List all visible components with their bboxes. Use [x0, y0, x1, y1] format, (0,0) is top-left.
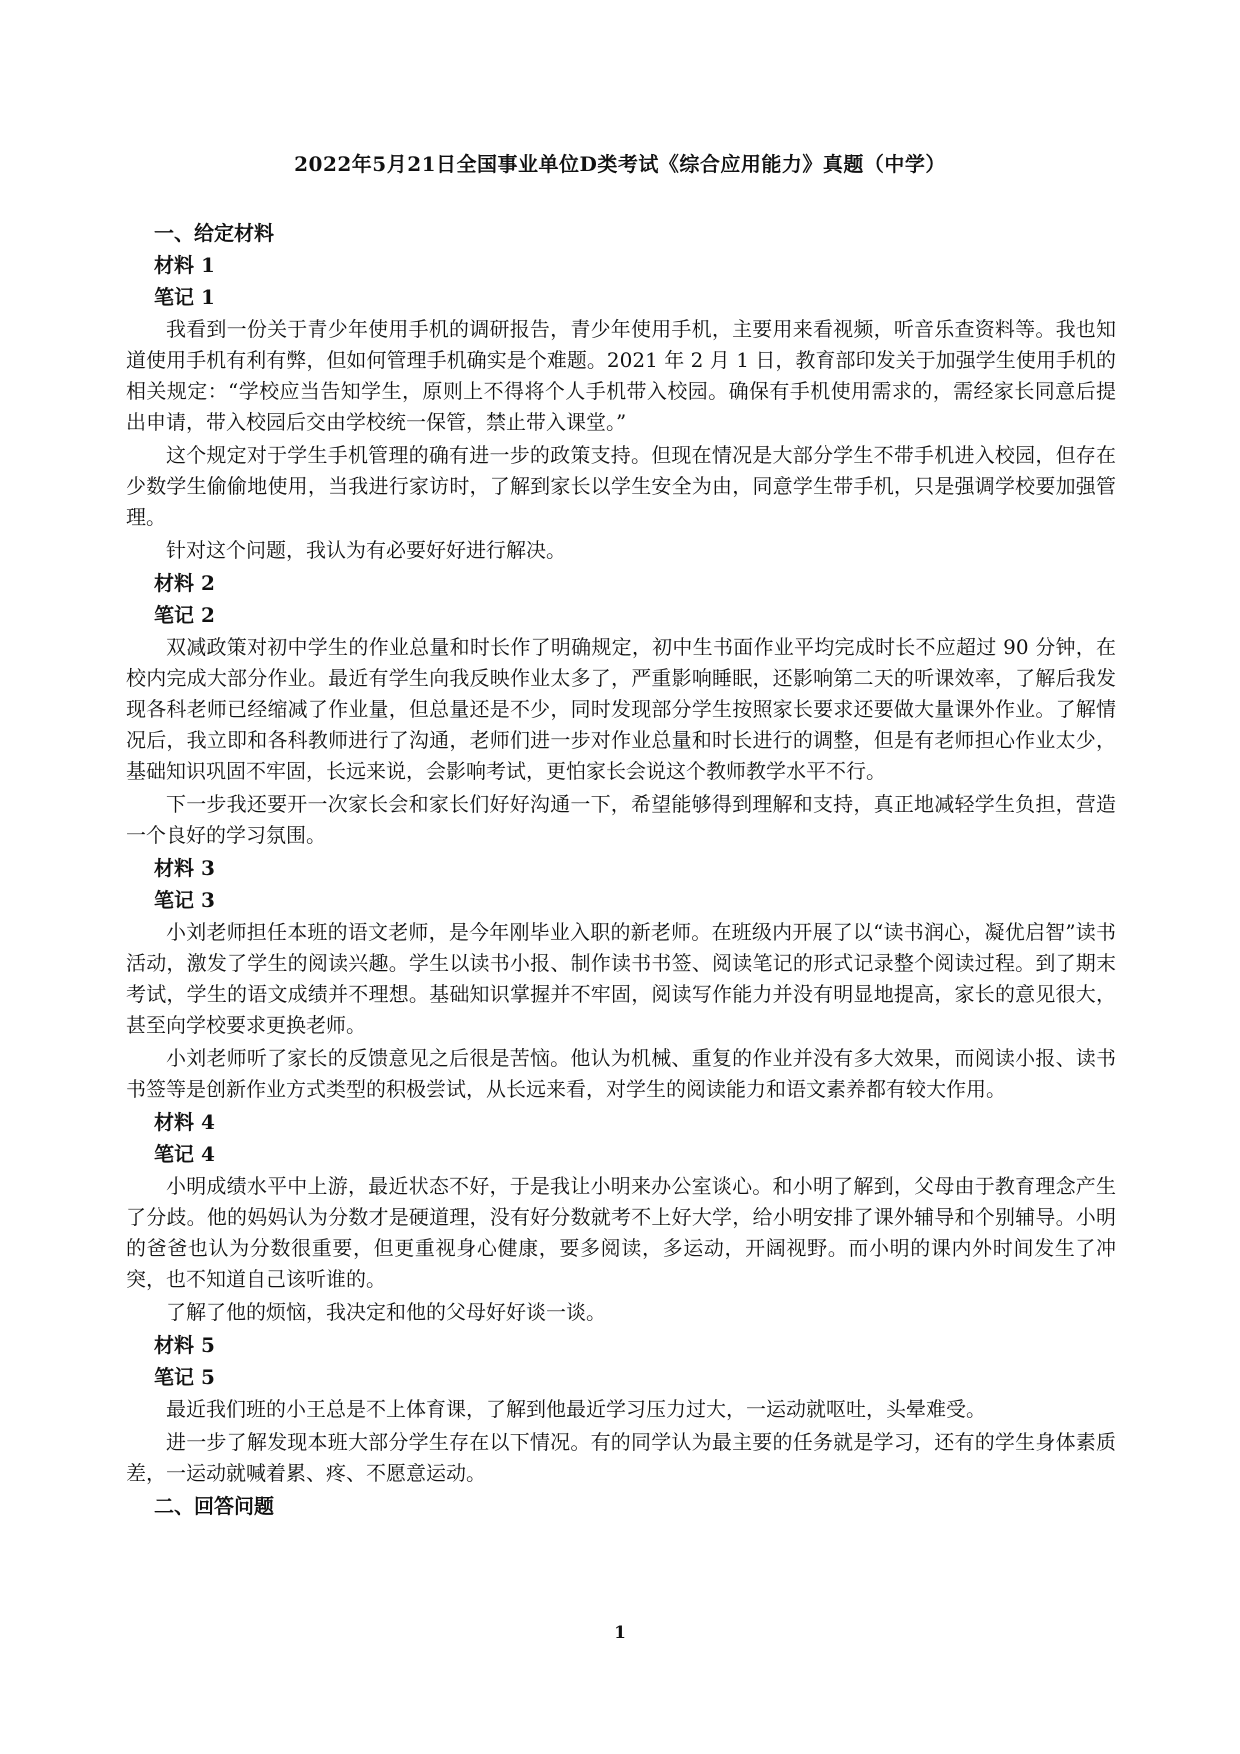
material-5-paragraph-2: 进一步了解发现本班大部分学生存在以下情况。有的同学认为最主要的任务就是学习，还有的学生身体素质差，一运动就喊着累、疼、不愿意运动。 [126, 1430, 1116, 1485]
note-5-heading: 笔记 5 [154, 1365, 215, 1389]
material-4-paragraph-1: 小明成绩水平中上游，最近状态不好，于是我让小明来办公室谈心。和小明了解到，父母由于教育理念产生了分歧。他的妈妈认为分数才是硬道理，没有好分数就考不上好大学，给小明安排了课外辅导和个别辅导。小明的爸爸也认为分数很重要，但更重视身心健康，要多阅读，多运动，开阔视野。而小明的课内外时间发生了冲突，也不知道自己该听谁的。 [126, 1174, 1116, 1291]
material-2-heading: 材料 2 [154, 571, 215, 595]
material-2-paragraph-2: 下一步我还要开一次家长会和家长们好好沟通一下，希望能够得到理解和支持，真正地减轻学生负担，营造一个良好的学习氛围。 [126, 792, 1116, 847]
note-4-heading: 笔记 4 [154, 1142, 215, 1166]
section-heading-given-materials: 一、给定材料 [154, 221, 274, 245]
note-2-heading: 笔记 2 [154, 603, 215, 627]
material-5-paragraph-1: 最近我们班的小王总是不上体育课，了解到他最近学习压力过大，一运动就呕吐，头晕难受。 [166, 1397, 986, 1421]
material-2-paragraph-1: 双减政策对初中学生的作业总量和时长作了明确规定，初中生书面作业平均完成时长不应超过 90 分钟，在校内完成大部分作业。最近有学生向我反映作业太多了，严重影响睡眠，还影响第二天的听课效率，了解后我发现各科老师已经缩减了作业量，但总量还是不少，同时发现部分学生按照家长要求还要做大量课外作业。了解情况后，我立即和各科教师进行了沟通，老师们进一步对作业总量和时长进行的调整，但是有老师担心作业太少，基础知识巩固不牢固，长远来说，会影响考试，更怕家长会说这个教师教学水平不行。 [126, 635, 1116, 783]
material-3-paragraph-1: 小刘老师担任本班的语文老师，是今年刚毕业入职的新老师。在班级内开展了以“读书润心，凝优启智”读书活动，激发了学生的阅读兴趣。学生以读书小报、制作读书书签、阅读笔记的形式记录整个阅读过程。到了期末考试，学生的语文成绩并不理想。基础知识掌握并不牢固，阅读写作能力并没有明显地提高，家长的意见很大，甚至向学校要求更换老师。 [126, 920, 1116, 1037]
material-1-paragraph-1: 我看到一份关于青少年使用手机的调研报告，青少年使用手机，主要用来看视频，听音乐查资料等。我也知道使用手机有利有弊，但如何管理手机确实是个难题。2021 年 2 月 1 日，教育部印发关于加强学生使用手机的相关规定：“学校应当告知学生，原则上不得将个人手机带入校园。确保有手机使用需求的，需经家长同意后提出申请，带入校园后交由学校统一保管，禁止带入课堂。” [126, 317, 1116, 434]
material-1-paragraph-3: 针对这个问题，我认为有必要好好进行解决。 [166, 538, 566, 562]
document-title: 2022年5月21日全国事业单位D类考试《综合应用能力》真题（中学） [294, 152, 946, 176]
section-heading-answer-questions: 二、回答问题 [154, 1494, 274, 1518]
material-3-paragraph-2: 小刘老师听了家长的反馈意见之后很是苦恼。他认为机械、重复的作业并没有多大效果，而阅读小报、读书书签等是创新作业方式类型的积极尝试，从长远来看，对学生的阅读能力和语文素养都有较大作用。 [126, 1046, 1116, 1101]
material-4-heading: 材料 4 [154, 1110, 215, 1134]
page-number: 1 [614, 1623, 626, 1643]
document-body [126, 218, 1116, 1523]
note-3-heading: 笔记 3 [154, 888, 215, 912]
note-1-heading: 笔记 1 [154, 285, 215, 309]
material-1-paragraph-2: 这个规定对于学生手机管理的确有进一步的政策支持。但现在情况是大部分学生不带手机进入校园，但存在少数学生偷偷地使用，当我进行家访时，了解到家长以学生安全为由，同意学生带手机，只是强调学校要加强管理。 [126, 443, 1116, 529]
material-4-paragraph-2: 了解了他的烦恼，我决定和他的父母好好谈一谈。 [166, 1300, 606, 1324]
material-5-heading: 材料 5 [154, 1333, 215, 1357]
material-1-heading: 材料 1 [154, 253, 215, 277]
material-3-heading: 材料 3 [154, 856, 215, 880]
